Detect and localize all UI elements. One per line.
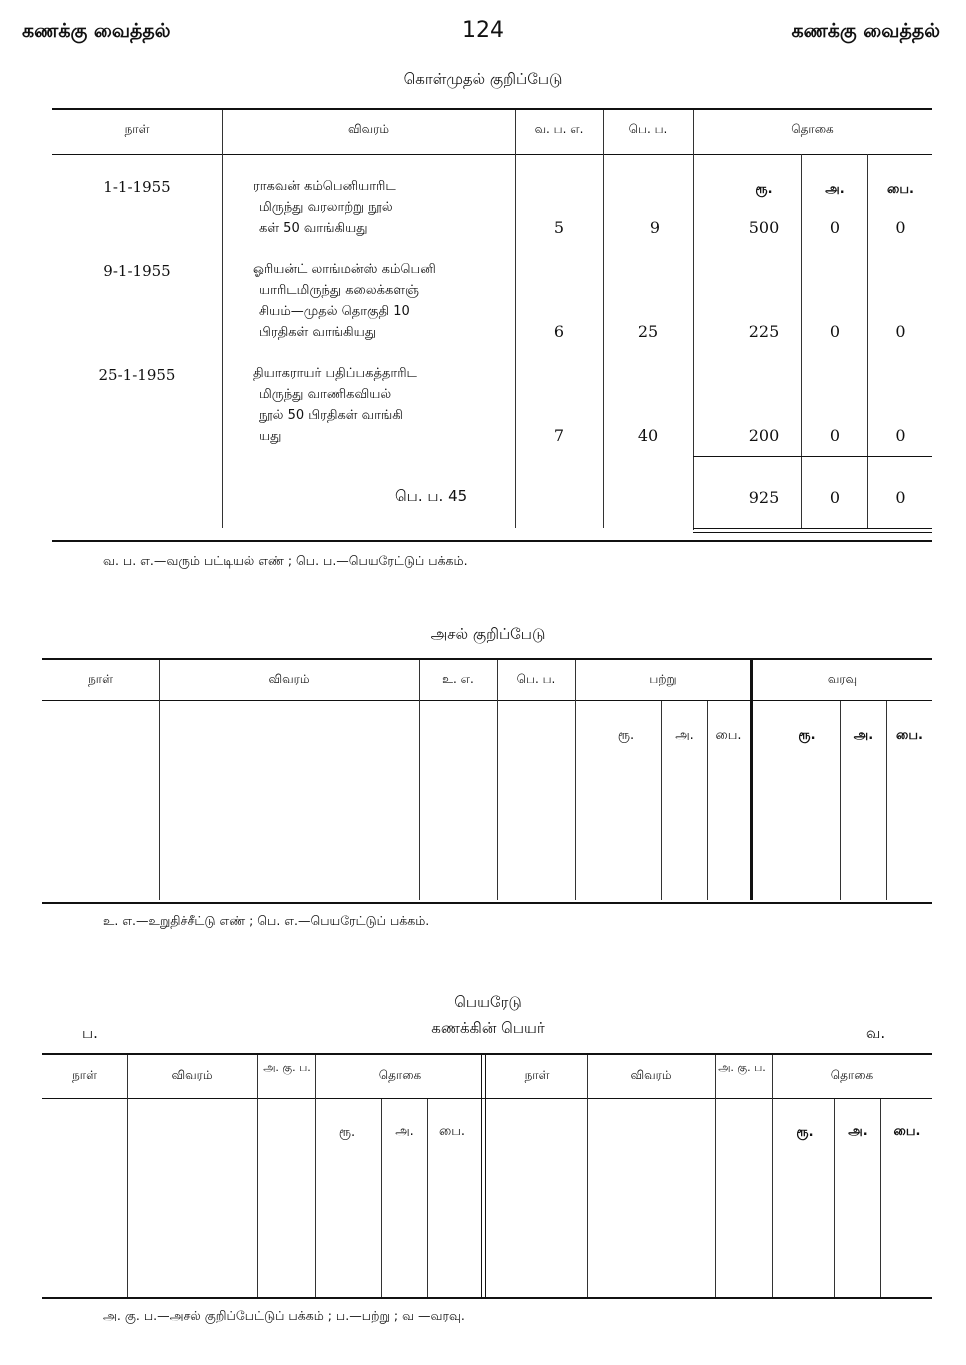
journal-col-ledger: பெ. ப. [516,672,556,686]
subtotal-rule [693,456,932,457]
row-ledger-page: 9 [649,218,661,237]
row-details: ராகவன் கம்பெனியாரிட மிருந்து வரலாற்று நூல் கள் 50 வாங்கியது [253,179,396,236]
ledger-cr-unit-pies: பை. [893,1124,921,1139]
running-header-right: கணக்கு வைத்தல் [791,20,940,42]
journal-col-voucher: உ. எ. [442,672,474,686]
row-annas: 0 [829,218,841,237]
ledger-credit-marker: வ. [866,1024,886,1042]
row-invoice-no: 6 [553,322,565,341]
ledger-cr-col-journal-page: அ. கு. ப. [718,1061,766,1074]
row-ledger-page: 25 [637,322,659,341]
page-number: 124 [462,18,504,43]
row-details: தியாகராயர் பதிப்பகத்தாரிட மிருந்து வாணிகவியல் நூல் 50 பிரதிகள் வாங்கி யது [253,366,417,444]
journal-footnote: உ. எ.—உறுதிச்சீட்டு எண் ; பெ. எ.—பெயரேட்டுப் பக்கம். [103,913,430,928]
purchase-unit-pies: பை. [887,182,914,197]
purchase-header-rule [52,154,932,155]
ledger-bottom-rule [42,1297,932,1299]
running-header-left: கணக்கு வைத்தல் [22,20,171,42]
ledger-header-rule [42,1098,932,1099]
journal-col-details: விவரம் [268,672,310,686]
purchase-col-invoice: வ. ப. எ. [534,122,584,136]
ledger-dr-col-date: நாள் [72,1068,97,1082]
journal-credit-pies: பை. [896,728,923,743]
ledger-debit-marker: ப. [82,1024,98,1042]
ledger-cr-unit-rupees: ரூ. [796,1125,814,1140]
row-date: 9-1-1955 [103,262,171,280]
total-label: பெ. ப. 45 [395,487,468,505]
purchase-bottom-rule [52,540,932,542]
purchase-col-ledger: பெ. ப. [628,122,668,136]
row-annas: 0 [829,322,841,341]
ledger-top-rule [42,1053,932,1055]
row-ledger-page: 40 [637,426,659,445]
journal-top-rule [42,658,932,660]
row-pies: 0 [895,218,906,237]
row-rupees: 200 [748,426,780,445]
ledger-cr-col-amount: தொகை [830,1068,874,1082]
purchase-footnote: வ. ப. எ.—வரும் பட்டியல் எண் ; பெ. ப.—பெயரேட்டுப் பக்கம். [103,553,468,568]
journal-credit-rupees: ரூ. [798,728,816,743]
ledger-title: பெயரேடு [454,993,522,1011]
row-rupees: 225 [748,322,780,341]
purchase-unit-rupees: ரூ. [755,182,773,197]
ledger-dr-unit-rupees: ரூ. [338,1125,356,1140]
purchase-unit-annas: அ. [825,182,845,197]
ledger-cr-col-details: விவரம் [630,1068,672,1082]
purchase-book-title: கொள்முதல் குறிப்பேடு [403,70,563,88]
total-annas: 0 [829,488,841,507]
journal-debit-pies: பை. [715,728,742,743]
total-rupees: 925 [748,488,780,507]
purchase-col-date: நாள் [124,122,150,136]
row-annas: 0 [829,426,841,445]
row-pies: 0 [895,322,906,341]
total-pies: 0 [895,488,906,507]
purchase-col-amount: தொகை [791,122,834,136]
row-date: 25-1-1955 [98,366,176,384]
ledger-dr-col-journal-page: அ. கு. ப. [263,1061,311,1074]
account-name-label: கணக்கின் பெயர் [431,1019,545,1037]
row-details: ஓரியன்ட் லாங்மன்ஸ் கம்பெனி யாரிடமிருந்து கலைக்களஞ் சியம்—முதல் தொகுதி 10 பிரதிகள் வாங்கியது [253,262,436,340]
row-rupees: 500 [748,218,780,237]
journal-debit-rupees: ரூ. [617,728,635,743]
row-date: 1-1-1955 [103,178,171,196]
journal-col-debit: பற்று [649,672,677,686]
ledger-dr-col-amount: தொகை [378,1068,422,1082]
journal-credit-annas: அ. [853,728,874,743]
journal-debit-annas: அ. [675,728,694,743]
row-invoice-no: 5 [553,218,565,237]
ledger-cr-col-date: நாள் [524,1068,550,1082]
journal-col-date: நாள் [88,672,113,686]
row-pies: 0 [895,426,906,445]
journal-header-rule [42,700,932,701]
purchase-col-details: விவரம் [348,122,389,136]
ledger-cr-unit-annas: அ. [848,1124,868,1139]
purchase-top-rule [52,108,932,110]
ledger-dr-col-details: விவரம் [171,1068,213,1082]
ledger-dr-unit-pies: பை. [438,1124,466,1139]
journal-col-credit: வரவு [827,672,858,686]
ledger-dr-unit-annas: அ. [395,1124,414,1139]
journal-title: அசல் குறிப்பேடு [430,625,546,643]
ledger-footnote: அ. கு. ப.—அசல் குறிப்பேட்டுப் பக்கம் ; ப.—பற்று ; வ —வரவு. [103,1308,465,1323]
row-invoice-no: 7 [553,426,565,445]
journal-bottom-rule [42,902,932,904]
